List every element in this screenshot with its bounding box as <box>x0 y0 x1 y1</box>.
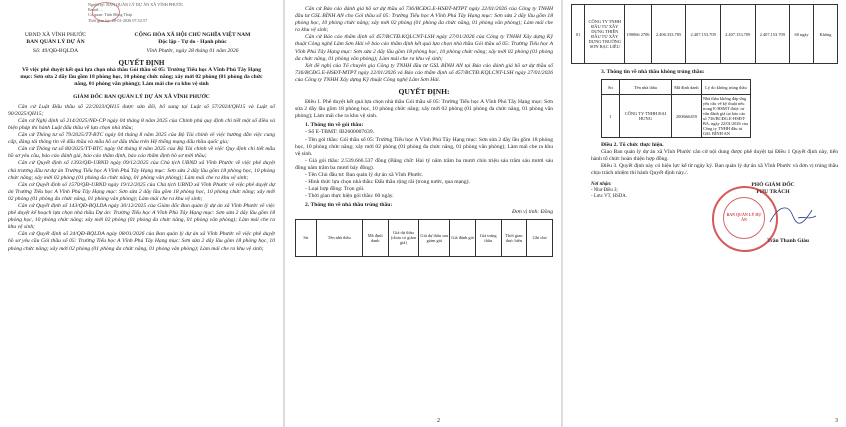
table-header-row <box>296 219 553 256</box>
signer-block <box>708 182 838 245</box>
basis-paragraph: Căn cứ Quyết định số 24/QĐ-BQLDA ngày 08/01/2026 của Ban quản lý dự án xã Vĩnh Phước về việc phê duyệt hồ sơ yêu cầu Gói thầu số 05: Trường Tiểu học A Vĩnh Phú Tây Hạng mục: Sơn sửa 2 dãy lầu gồm 18 phòng học, 10 phòng chức năng; xây mới 02 phòng (01 phòng đa chức năng, 01 phòng văn phòng); Làm mái che ra khu vệ sinh; <box>8 231 275 252</box>
cell-evaluated: 2.407.153.709 <box>720 5 755 64</box>
agency-name: BAN QUẢN LÝ DỰ ÁN <box>26 39 85 46</box>
col-code: Mã định danh <box>672 80 702 95</box>
loser-table <box>601 79 751 138</box>
letterhead <box>8 32 275 55</box>
col-duration: Thời gian thực hiện <box>501 219 527 256</box>
package-info <box>295 129 553 200</box>
table-row <box>572 5 838 64</box>
doc-number: Số: 49/QĐ-BQLDA <box>32 48 79 55</box>
article-2-text: Giao Ban quản lý dự án xã Vĩnh Phước căn cứ nội dung được phê duyệt tại Điều 1 Quyết định này, tiến hành tổ chức hoàn thiện hợp đồng. <box>591 149 838 163</box>
section-2-heading: 2. Thông tin về nhà thầu trúng thầu: <box>305 202 393 209</box>
sign-title: PHÓ GIÁM ĐỐC <box>751 181 795 188</box>
cell-name: CÔNG TY TNHH ĐẦU TƯ XÂY DỰNG THIÊN ĐẦU TƯ XÂY DỰNG TRƯỜNG SƠN BẠC LIÊU <box>585 5 625 64</box>
document-page-3 <box>563 0 846 427</box>
nation-name: CỘNG HÒA XÃ HỘI CHỦ NGHĨA VIỆT NAM <box>134 32 251 38</box>
signer-line: Người ký: BAN QUẢN LÝ DỰ ÁN XÃ VĨNH PHƯỚC <box>88 2 184 7</box>
signer-line: Cơ quan: Tỉnh Đồng Tháp <box>88 12 133 18</box>
basis-paragraph: Xét đề nghị của Tổ chuyên gia Công ty TNHH đầu tư GSL BÌNH AN tại Báo cáo đánh giá hồ sơ dự thầu số 736/BCĐG.E-HSĐT-MTPT ngày 22/01/2026 và Báo cáo thẩm định số 457/BCTĐ.KQLCNT-LSH ngày 27/01/2026 của Công ty TNHH Xây dựng Kỹ thuật Công nghệ Lâm Sơn Hải. <box>295 62 553 83</box>
agency-block <box>8 32 103 55</box>
basis-paragraph: Căn cứ Báo cáo đánh giá hồ sơ dự thầu số 736/BCĐG.E-HSĐT-MTPT ngày 22/01/2026 của Công ty TNHH đầu tư GSL BÌNH AN cho Gói thầu số 05: Trường Tiểu học A Vĩnh Phú Tây Hạng mục: Sơn sửa 2 dãy lầu gồm 18 phòng học, 10 phòng chức năng; xây mới 02 phòng (01 phòng đa chức năng, 01 phòng văn phòng); Làm mái che ra khu vệ sinh; <box>295 6 553 34</box>
cell-reason: Nhà thầu không đáp ứng yêu cầu về kỹ thuật nêu trong E-HSMT được tư vấn đánh giá tại báo cáo số 736/BCĐG.E-HSĐT-BA, ngày 22/01/2026 của Công ty TNHH đầu tư GSL BÌNH AN <box>701 95 750 138</box>
signer-line: Email: ... <box>88 7 104 13</box>
info-item: - Giá gói thầu: 2.539.666.537 đồng (Bằng chữ: Hai tỷ năm trăm ba mươi chín triệu sáu trăm sáu mươi sáu đồng năm trăm ba mươi bảy đồng). <box>295 157 553 171</box>
page-number: 2 <box>437 418 440 424</box>
handwritten-signature <box>708 196 838 238</box>
recipient-item: - Lưu: VT, HSDA. <box>591 193 627 199</box>
section-3-heading: 3. Thông tin về nhà thầu không trúng thầu: <box>601 69 705 75</box>
article-2-heading: Điều 2. Tổ chức thực hiện. <box>601 142 664 149</box>
document-page-2 <box>285 0 561 427</box>
winner-table <box>571 4 838 64</box>
basis-paragraph: Căn cứ Luật Đấu thầu số 22/2023/QH15 được sửa đổi, bổ sung tại Luật số 57/2024/QH15 và Luật số 90/2025/QH15; <box>8 103 275 117</box>
col-name: Tên nhà thầu <box>619 80 671 95</box>
page-number: 3 <box>835 418 838 424</box>
basis-paragraph: Căn cứ Quyết định số 143/QĐ-BQLDA ngày 30/12/2025 của Giám đốc Ban quản lý dự án xã Vĩnh Phước về việc phê duyệt kế hoạch lựa chọn nhà thầu Dự án: Trường Tiểu học A Vĩnh Phú Tây Hạng mục: Sơn sửa 2 dãy lầu gồm 18 phòng học, 10 phòng chức năng; xây mới 02 phòng (01 phòng đa chức năng, 01 phòng văn phòng); Làm mái che ra khu vệ sinh; <box>8 202 275 231</box>
col-note: Ghi chú <box>527 219 553 256</box>
article-1-text: Điều 1. Phê duyệt kết quả lựa chọn nhà thầu Gói thầu số 05: Trường Tiểu học A Vĩnh Phú Tây Hạng mục: Sơn sửa 2 dãy lầu gồm 18 phòng học, 10 phòng chức năng; xây mới 02 phòng (01 phòng đa chức năng, 01 phòng văn phòng); Làm mái che ra khu vệ sinh. <box>295 99 553 120</box>
recipient-item: - Như Điều 3; <box>591 187 618 193</box>
cell-code: 190066 2706 <box>625 5 652 64</box>
cell-award: 2.407.153.709 <box>755 5 790 64</box>
col-evaluated: Giá đánh giá <box>450 219 476 256</box>
digital-signature-info <box>88 2 208 23</box>
cell-stt: 01 <box>572 5 585 64</box>
info-item: - Số E-TBMT: IB2600007639. <box>305 129 375 136</box>
signer-name: Trần Thanh Giàu <box>766 237 810 244</box>
basis-paragraph: Căn cứ Thông tư số 80/2025/TT-BTC ngày 04 tháng 8 năm 2025 của Bộ Tài chính về việc Quy định chi tiết mẫu hồ sơ yêu cầu, báo cáo đánh giá, báo cáo thẩm định, báo cáo thẩm định hồ sơ mời thầu; <box>8 146 275 160</box>
info-item: - Loại hợp đồng: Trọn gói. <box>305 186 365 193</box>
stamp-text: BAN QUẢN LÝ DỰ ÁN <box>726 211 762 222</box>
col-discount: Giá dự thầu sau giảm giá <box>419 219 450 256</box>
col-name: Tên nhà thầu <box>316 219 362 256</box>
table-row <box>602 95 751 138</box>
currency-unit: Đơn vị tính: Đồng <box>511 209 553 216</box>
agency-top: UBND XÃ VĨNH PHƯỚC <box>24 32 87 38</box>
basis-paragraph: Căn cứ Thông tư số 79/2025/TT-BTC ngày 04 tháng 8 năm 2025 của Bộ Tài chính về việc hướng dẫn việc cung cấp, đăng tải thông tin về đấu thầu và mẫu hồ sơ đấu thầu trên Hệ thống mạng đấu thầu quốc gia; <box>8 132 275 146</box>
info-item: - Hình thức lựa chọn nhà thầu: Đấu thầu rộng rãi (trong nước, qua mạng). <box>305 179 470 186</box>
article-1 <box>295 99 553 120</box>
article-3-text: Điều 3. Quyết định này có hiệu lực kể từ ngày ký. Ban quản lý dự án xã Vĩnh Phước và đơn vị trúng thầu chịu trách nhiệm thi hành Quyết định này./. <box>591 163 838 177</box>
recipients-block <box>591 182 671 245</box>
evaluation-basis <box>295 6 553 84</box>
table-header-row <box>602 80 751 95</box>
col-stt: Stt <box>602 80 620 95</box>
section-1-heading: 1. Thông tin về gói thầu: <box>305 122 364 129</box>
sign-title: PHỤ TRÁCH <box>756 188 790 195</box>
cell-code: 2008t66459 <box>672 95 702 138</box>
info-item: - Tên gói thầu: Gói thầu số 05: Trường Tiểu học A Vĩnh Phú Tây Hạng mục: Sơn sửa 2 dãy lầu gồm 18 phòng học, 10 phòng chức năng; xây mới 02 phòng (01 phòng đa chức năng, 01 phòng văn phòng); Làm mái che ra khu vệ sinh. <box>295 136 553 157</box>
authority-line: GIÁM ĐỐC BAN QUẢN LÝ DỰ ÁN XÃ VĨNH PHƯỚC <box>73 93 210 100</box>
recipients-title: Nơi nhận: <box>591 181 612 187</box>
place-date: Vĩnh Phước, ngày 28 tháng 01 năm 2026 <box>146 48 239 55</box>
basis-paragraph: Căn cứ Quyết định số 1570/QĐ-UBND ngày 19/12/2025 của Chủ tịch UBND xã Vĩnh Phước về việc phê duyệt dự án Trường Tiểu học A Vĩnh Phú Tây Hạng mục: Sơn sửa 2 dãy lầu gồm 18 phòng học, 10 phòng chức năng; xây mới 02 phòng (01 phòng đa chức năng, 01 phòng văn phòng); Làm mái che ra khu vệ sinh; <box>8 181 275 202</box>
col-bid: Giá dự thầu (chưa có giảm giá) <box>388 219 419 256</box>
cell-stt: 1 <box>602 95 620 138</box>
decision-subject: Về việc phê duyệt kết quả lựa chọn nhà thầu Gói thầu số 05: Trường Tiểu học A Vĩnh Phú Tây Hạng mục: Sơn sửa 2 dãy lầu gồm 18 phòng học, 10 phòng chức năng; xây mới 02 phòng (01 phòng đa chức năng, 01 phòng văn phòng); Làm mái che ra khu vệ sinh <box>20 67 263 88</box>
document-page-1 <box>0 0 283 427</box>
decision-title: QUYẾT ĐỊNH <box>118 59 165 68</box>
basis-paragraph: Căn cứ Nghị định số 214/2025/NĐ-CP ngày 04 tháng 8 năm 2025 của Chính phủ quy định chi tiết một số điều và biện pháp thi hành Luật đấu thầu về lựa chọn nhà thầu; <box>8 117 275 131</box>
decision-heading: QUYẾT ĐỊNH: <box>398 87 450 97</box>
legal-basis <box>8 104 275 253</box>
basis-paragraph: Căn cứ Báo cáo thẩm định số 457/BCTĐ.KQLCNT-LSH ngày 27/01/2026 của Công ty TNHH Xây dựng Kỹ thuật Công nghệ Lâm Sơn Hải về báo cáo thẩm định kết quả lựa chọn nhà thầu Gói thầu số 05: Trường Tiểu học A Vĩnh Phú Tây Hạng mục: Sơn sửa 2 dãy lầu gồm 18 phòng học, 10 phòng chức năng; xây mới 02 phòng (01 phòng đa chức năng, 01 phòng văn phòng); Làm mái che ra khu vệ sinh; <box>295 34 553 62</box>
cell-note: Không <box>814 5 838 64</box>
nation-block <box>110 32 275 55</box>
info-item: - Thời gian thực hiện gói thầu: 60 ngày. <box>305 193 394 200</box>
col-code: Mã định danh <box>362 219 388 256</box>
cell-name: CÔNG TY TNHH ĐẠI HƯNG <box>619 95 671 138</box>
signature-area <box>591 182 838 245</box>
col-reason: Lý do không trúng thầu <box>701 80 750 95</box>
basis-paragraph: Căn cứ Quyết định số 1393/QĐ-UBND ngày 09/12/2025 của Chủ tịch UBND xã Vĩnh Phước về việc phê duyệt chủ trương đầu tư dự án Trường Tiểu học A Vĩnh Phú Tây Hạng mục: Sơn sửa 2 dãy lầu gồm 18 phòng học, 10 phòng chức năng; xây mới 02 phòng (01 phòng đa chức năng, 01 phòng văn phòng); Làm mái che ra khu vệ sinh; <box>8 160 275 181</box>
winner-table-header <box>295 219 553 257</box>
info-item: - Tên Chủ đầu tư: Ban quản lý dự án xã Vĩnh Phước. <box>305 171 424 178</box>
col-award: Giá trúng thầu <box>475 219 501 256</box>
cell-duration: 60 ngày <box>790 5 814 64</box>
cell-bid: 2.406.333.785 <box>651 5 686 64</box>
col-stt: Stt <box>296 219 317 256</box>
nation-motto: Độc lập - Tự do - Hạnh phúc <box>158 39 227 46</box>
cell-discount: 2.407.153.709 <box>686 5 721 64</box>
signer-line: Thời gian ký: 28-01-2026 07:52:57 <box>88 17 148 23</box>
